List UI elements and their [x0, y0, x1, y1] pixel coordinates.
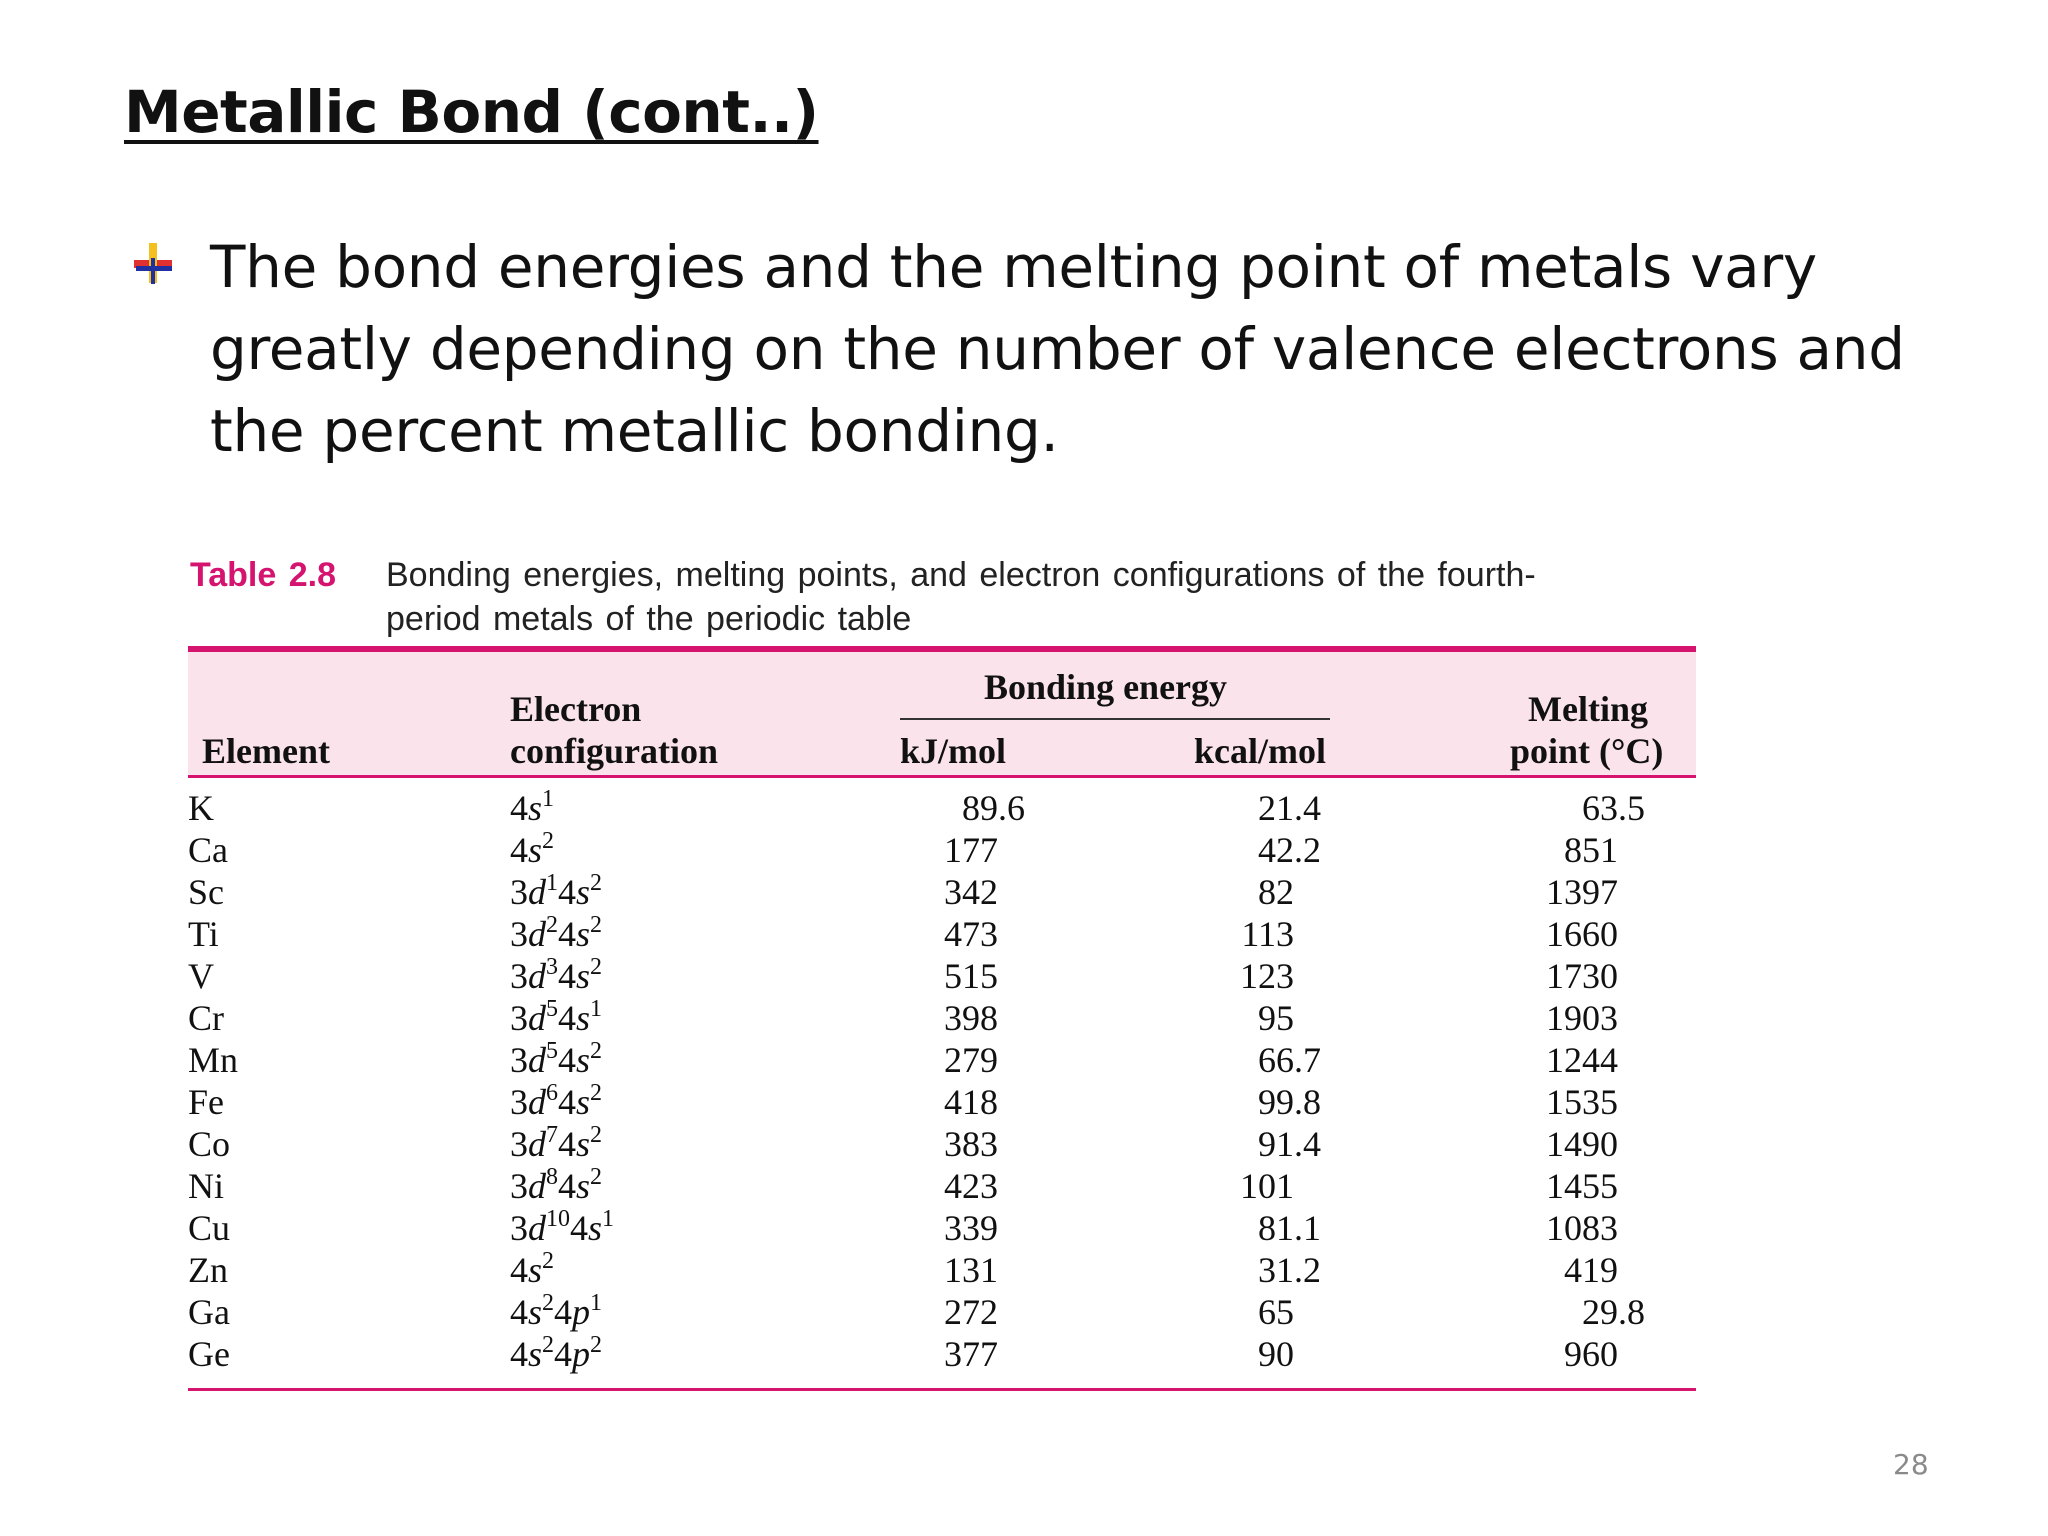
- cell-element: Ga: [188, 1292, 230, 1332]
- config-part: 4: [510, 1250, 528, 1290]
- config-part: 4: [558, 1166, 576, 1206]
- cell-melting-point-value: 851: [1564, 830, 1618, 870]
- cell-kcal-value: 123: [1240, 956, 1294, 996]
- cell-melting-point-value: 1730: [1546, 956, 1618, 996]
- cell-element: Mn: [188, 1040, 239, 1080]
- table-row: [188, 997, 1696, 1039]
- cell-element: K: [188, 788, 214, 828]
- cell-melting-point: [1508, 787, 1645, 829]
- config-superscript: 2: [590, 912, 603, 938]
- plus-bullet-icon: [130, 240, 176, 286]
- table-row: [188, 913, 1696, 955]
- header-mp-line1: Melting: [1528, 689, 1648, 729]
- cell-kj: [888, 955, 998, 997]
- cell-element: Ca: [188, 830, 228, 870]
- cell-kcal-value: 42.2: [1258, 830, 1321, 870]
- cell-kj: [888, 1291, 998, 1333]
- cell-element: Sc: [188, 872, 224, 912]
- config-part: s: [576, 1124, 591, 1164]
- table-row: [188, 1291, 1696, 1333]
- cell-config: [510, 1123, 602, 1165]
- config-part: 4: [558, 1082, 576, 1122]
- config-part: 4: [510, 830, 528, 870]
- config-part: 4: [554, 1334, 573, 1374]
- config-superscript: 2: [590, 1164, 603, 1190]
- config-part: s: [576, 914, 591, 954]
- cell-kcal: [1198, 1333, 1294, 1375]
- config-part: d: [528, 914, 546, 954]
- cell-kj-value: 89.6: [962, 788, 1025, 828]
- cell-config: [510, 829, 554, 871]
- config-superscript: 3: [546, 954, 558, 980]
- cell-element: Fe: [188, 1082, 224, 1122]
- cell-kj: [888, 1333, 998, 1375]
- cell-element: V: [188, 956, 214, 996]
- cell-config: [510, 1081, 602, 1123]
- cell-element: Co: [188, 1124, 231, 1164]
- table-row: [188, 955, 1696, 997]
- config-superscript: 10: [546, 1206, 570, 1232]
- config-superscript: 2: [590, 954, 603, 980]
- cell-kj-value: 177: [944, 830, 998, 870]
- table-caption: [190, 553, 1690, 641]
- cell-melting-point: [1508, 1165, 1618, 1207]
- config-superscript: 2: [590, 1080, 603, 1106]
- table-row: [188, 1333, 1696, 1375]
- cell-kcal: [1198, 997, 1294, 1039]
- config-part: d: [528, 1208, 546, 1248]
- config-part: 4: [558, 1040, 576, 1080]
- cell-melting-point-value: 1397: [1546, 872, 1618, 912]
- config-part: 3: [510, 1166, 528, 1206]
- cell-melting-point: [1508, 871, 1618, 913]
- cell-kj: [888, 1249, 998, 1291]
- config-part: s: [576, 956, 591, 996]
- config-part: 4: [570, 1208, 588, 1248]
- cell-config: [510, 1207, 614, 1249]
- cell-kcal-value: 95: [1258, 998, 1294, 1038]
- config-part: d: [528, 1124, 546, 1164]
- cell-kj-value: 473: [944, 914, 998, 954]
- config-superscript: 1: [590, 996, 603, 1022]
- cell-element: Ni: [188, 1166, 224, 1206]
- slide-title: Metallic Bond (cont..): [124, 78, 819, 146]
- cell-melting-point-value: 1244: [1546, 1040, 1618, 1080]
- cell-kcal: [1198, 913, 1294, 955]
- config-part: s: [588, 1208, 603, 1248]
- config-superscript: 2: [542, 1290, 555, 1316]
- cell-kj: [888, 997, 998, 1039]
- config-part: d: [528, 1082, 546, 1122]
- cell-kcal-value: 66.7: [1258, 1040, 1321, 1080]
- cell-kcal: [1198, 787, 1321, 829]
- cell-kj: [888, 1123, 998, 1165]
- cell-kcal-value: 31.2: [1258, 1250, 1321, 1290]
- config-part: 3: [510, 1208, 528, 1248]
- cell-kcal-value: 21.4: [1258, 788, 1321, 828]
- cell-element: Cu: [188, 1208, 231, 1248]
- cell-melting-point: [1508, 1081, 1618, 1123]
- config-part: s: [528, 1250, 543, 1290]
- config-superscript: 5: [546, 1038, 558, 1064]
- table-row: [188, 787, 1696, 829]
- cell-kj: [888, 1165, 998, 1207]
- config-part: s: [528, 788, 543, 828]
- cell-kcal: [1198, 955, 1294, 997]
- table-row: [188, 1039, 1696, 1081]
- cell-kcal: [1198, 1039, 1321, 1081]
- config-part: 3: [510, 1082, 528, 1122]
- config-part: s: [528, 1334, 543, 1374]
- cell-element: Ge: [188, 1334, 230, 1374]
- config-part: s: [576, 998, 591, 1038]
- table-number: Table 2.8: [190, 556, 336, 594]
- config-part: 4: [510, 788, 528, 828]
- config-superscript: 6: [546, 1080, 558, 1106]
- table-row: [188, 1165, 1696, 1207]
- cell-kj: [888, 787, 1025, 829]
- cell-config: [510, 955, 602, 997]
- header-element: Element: [202, 731, 330, 771]
- cell-melting-point-value: 1660: [1546, 914, 1618, 954]
- config-part: s: [576, 1166, 591, 1206]
- cell-kcal-value: 90: [1258, 1334, 1294, 1374]
- cell-element: Zn: [188, 1250, 228, 1290]
- cell-kcal: [1198, 1291, 1294, 1333]
- config-part: 4: [558, 914, 576, 954]
- table-row: [188, 871, 1696, 913]
- config-superscript: 2: [542, 1248, 555, 1274]
- config-part: d: [528, 872, 546, 912]
- config-superscript: 1: [546, 870, 558, 896]
- config-part: 4: [558, 998, 576, 1038]
- data-table: [188, 646, 1696, 1394]
- table-body: [188, 787, 1696, 1375]
- cell-config: [510, 1333, 602, 1375]
- config-part: s: [528, 1292, 543, 1332]
- caption-line-2: period metals of the periodic table: [386, 600, 912, 638]
- config-superscript: 5: [546, 996, 558, 1022]
- cell-kcal-value: 81.1: [1258, 1208, 1321, 1248]
- config-part: 4: [558, 1124, 576, 1164]
- cell-config: [510, 1291, 602, 1333]
- cell-melting-point-value: 1083: [1546, 1208, 1618, 1248]
- cell-melting-point: [1508, 955, 1618, 997]
- cell-kj: [888, 913, 998, 955]
- config-part: d: [528, 1166, 546, 1206]
- cell-kj-value: 515: [944, 956, 998, 996]
- cell-element: Cr: [188, 998, 224, 1038]
- config-part: 3: [510, 956, 528, 996]
- config-part: 4: [558, 956, 576, 996]
- config-part: 3: [510, 914, 528, 954]
- table-row: [188, 1207, 1696, 1249]
- config-part: 4: [510, 1292, 528, 1332]
- cell-kcal: [1198, 1249, 1321, 1291]
- cell-melting-point: [1508, 829, 1618, 871]
- table-row: [188, 1123, 1696, 1165]
- config-superscript: 7: [546, 1122, 558, 1148]
- cell-kcal-value: 101: [1240, 1166, 1294, 1206]
- cell-kj-value: 377: [944, 1334, 998, 1374]
- cell-melting-point: [1508, 997, 1618, 1039]
- cell-kcal-value: 99.8: [1258, 1082, 1321, 1122]
- table-bottom-rule: [188, 1388, 1696, 1391]
- cell-kj-value: 383: [944, 1124, 998, 1164]
- config-part: s: [528, 830, 543, 870]
- header-bonding-energy: Bonding energy: [984, 667, 1228, 707]
- config-part: s: [576, 872, 591, 912]
- cell-config: [510, 913, 602, 955]
- cell-kj-value: 279: [944, 1040, 998, 1080]
- cell-kcal: [1198, 1081, 1321, 1123]
- cell-element: Ti: [188, 914, 219, 954]
- config-part: 3: [510, 1124, 528, 1164]
- table-header: [188, 646, 1696, 778]
- cell-kcal-value: 91.4: [1258, 1124, 1321, 1164]
- cell-kj: [888, 1207, 998, 1249]
- cell-config: [510, 1039, 602, 1081]
- cell-melting-point-value: 419: [1564, 1250, 1618, 1290]
- config-part: 4: [510, 1334, 528, 1374]
- cell-melting-point: [1508, 1333, 1618, 1375]
- bonding-energy-rule: [900, 718, 1330, 720]
- cell-melting-point-value: 1535: [1546, 1082, 1618, 1122]
- cell-melting-point: [1508, 1123, 1618, 1165]
- config-part: 3: [510, 872, 528, 912]
- cell-kcal: [1198, 829, 1321, 871]
- config-part: 3: [510, 1040, 528, 1080]
- cell-melting-point-value: 960: [1564, 1334, 1618, 1374]
- table-row: [188, 1081, 1696, 1123]
- config-part: s: [576, 1082, 591, 1122]
- cell-kcal: [1198, 1123, 1321, 1165]
- config-superscript: 1: [590, 1290, 603, 1316]
- config-superscript: 1: [602, 1206, 615, 1232]
- cell-melting-point: [1508, 1291, 1645, 1333]
- cell-kcal: [1198, 1165, 1294, 1207]
- cell-config: [510, 1165, 602, 1207]
- table-row: [188, 1249, 1696, 1291]
- header-mp-line2: point (°C): [1510, 731, 1664, 771]
- cell-melting-point-value: 63.5: [1582, 788, 1645, 828]
- cell-kj: [888, 1039, 998, 1081]
- cell-melting-point: [1508, 1039, 1618, 1081]
- header-config-line1: Electron: [510, 689, 642, 729]
- config-superscript: 2: [542, 828, 555, 854]
- cell-kcal: [1198, 871, 1294, 913]
- config-superscript: 8: [546, 1164, 558, 1190]
- cell-kj-value: 342: [944, 872, 998, 912]
- config-superscript: 2: [590, 1122, 603, 1148]
- cell-config: [510, 787, 554, 829]
- cell-kj-value: 272: [944, 1292, 998, 1332]
- config-superscript: 2: [590, 870, 603, 896]
- cell-kcal-value: 82: [1258, 872, 1294, 912]
- header-kcal: kcal/mol: [1194, 731, 1326, 771]
- config-part: p: [572, 1292, 591, 1332]
- cell-kj-value: 398: [944, 998, 998, 1038]
- config-part: d: [528, 956, 546, 996]
- cell-kj: [888, 871, 998, 913]
- config-part: p: [572, 1334, 591, 1374]
- config-superscript: 1: [542, 786, 555, 812]
- config-part: d: [528, 998, 546, 1038]
- cell-kcal-value: 65: [1258, 1292, 1294, 1332]
- cell-kj: [888, 1081, 998, 1123]
- cell-melting-point: [1508, 1207, 1618, 1249]
- cell-kj-value: 423: [944, 1166, 998, 1206]
- config-superscript: 2: [590, 1332, 603, 1358]
- config-superscript: 2: [546, 912, 558, 938]
- config-part: 3: [510, 998, 528, 1038]
- header-config-line2: configuration: [510, 731, 719, 771]
- table-row: [188, 829, 1696, 871]
- cell-melting-point-value: 1490: [1546, 1124, 1618, 1164]
- cell-kj: [888, 829, 998, 871]
- config-part: 4: [554, 1292, 573, 1332]
- cell-melting-point-value: 1455: [1546, 1166, 1618, 1206]
- config-superscript: 2: [590, 1038, 603, 1064]
- header-kj: kJ/mol: [900, 731, 1007, 771]
- cell-kj-value: 131: [944, 1250, 998, 1290]
- cell-config: [510, 871, 602, 913]
- page-number: 28: [1893, 1448, 1929, 1481]
- caption-line-1: Bonding energies, melting points, and electron configurations of the fourth-: [386, 556, 1536, 594]
- cell-kj-value: 339: [944, 1208, 998, 1248]
- cell-melting-point-value: 1903: [1546, 998, 1618, 1038]
- cell-kj-value: 418: [944, 1082, 998, 1122]
- bullet-text: The bond energies and the melting point of metals vary greatly depending on the number of valence electrons and the percent metallic bonding.: [210, 233, 1905, 465]
- cell-melting-point: [1508, 1249, 1618, 1291]
- cell-kcal-value: 113: [1241, 914, 1294, 954]
- config-part: d: [528, 1040, 546, 1080]
- config-part: s: [576, 1040, 591, 1080]
- config-superscript: 2: [542, 1332, 555, 1358]
- cell-melting-point-value: 29.8: [1582, 1292, 1645, 1332]
- cell-config: [510, 1249, 554, 1291]
- cell-config: [510, 997, 602, 1039]
- cell-melting-point: [1508, 913, 1618, 955]
- cell-kcal: [1198, 1207, 1321, 1249]
- config-part: 4: [558, 872, 576, 912]
